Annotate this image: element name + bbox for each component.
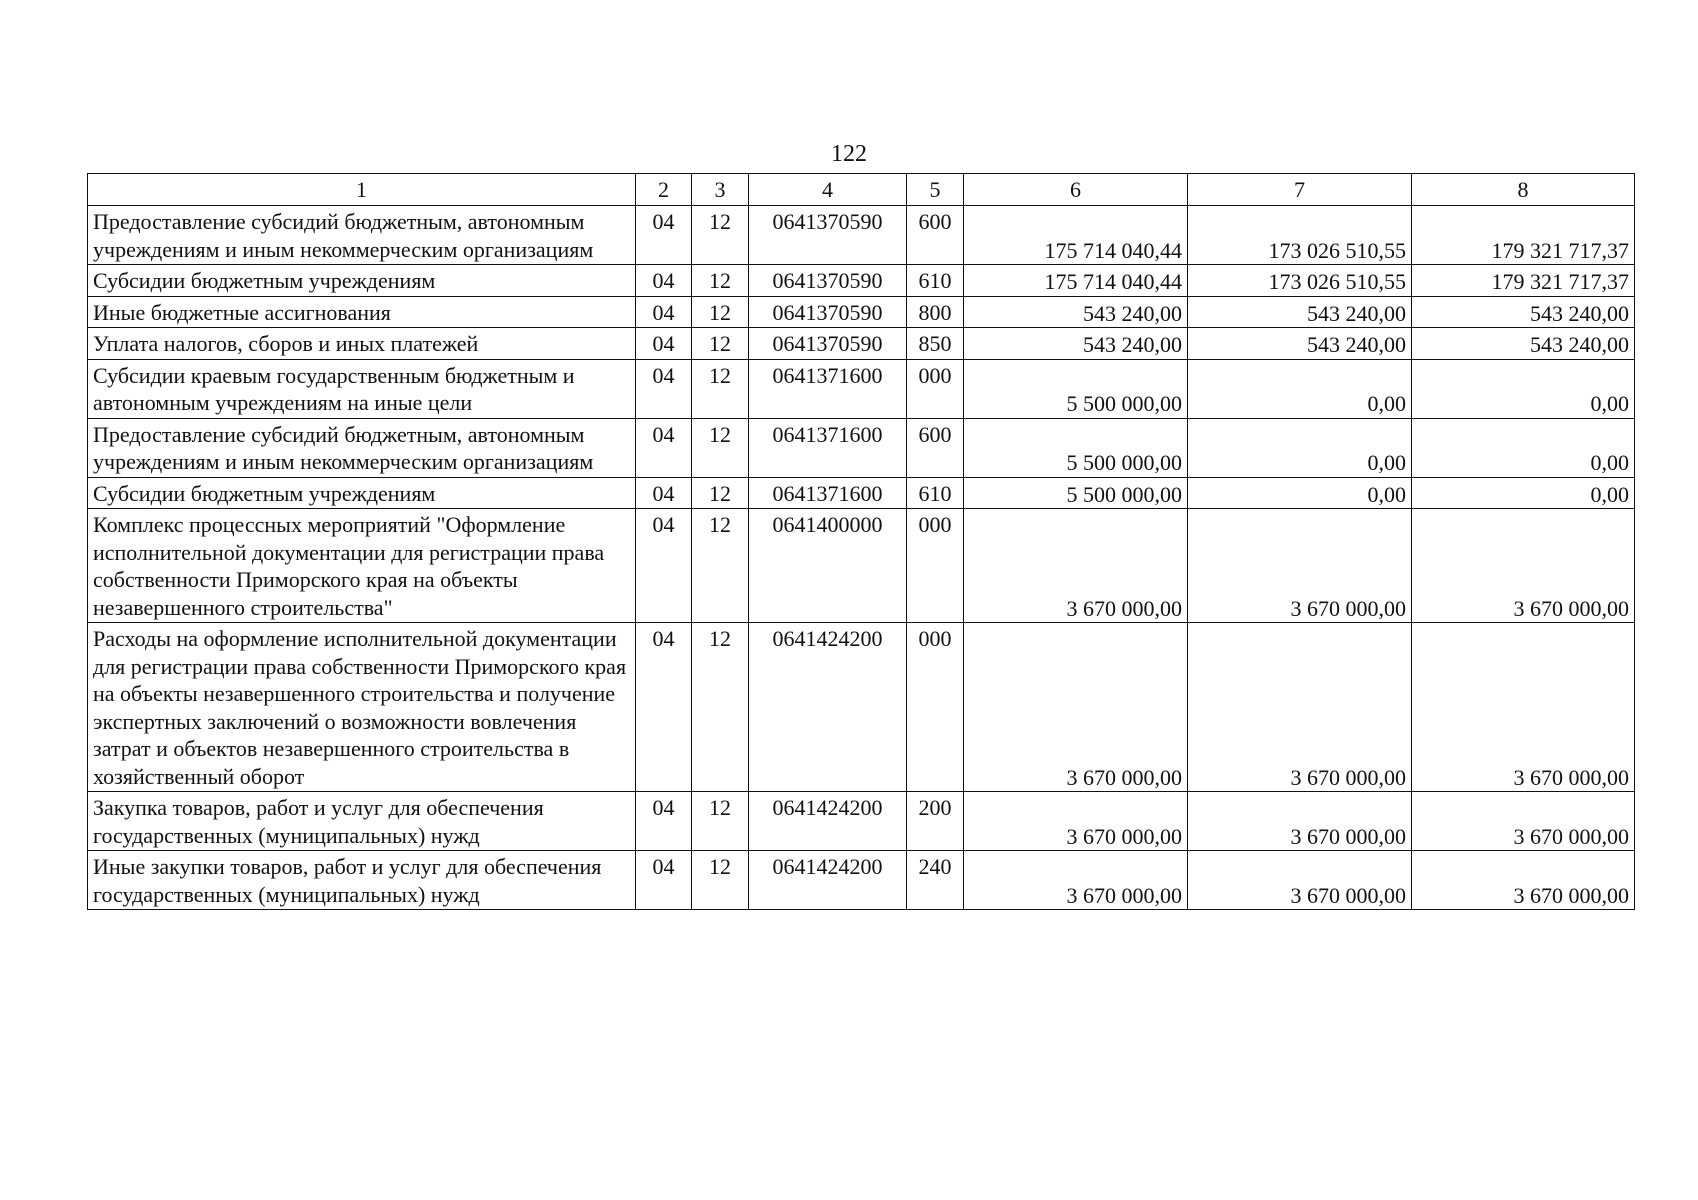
amount-col7-cell: 3 670 000,00 bbox=[1188, 851, 1412, 910]
target-article-cell: 0641370590 bbox=[749, 206, 907, 265]
expense-type-cell: 000 bbox=[907, 509, 964, 623]
section-code-cell: 04 bbox=[636, 851, 692, 910]
expense-name-cell: Предоставление субсидий бюджетным, автономным учреждениям и иным некоммерческим организациям bbox=[88, 418, 636, 477]
expense-name-cell: Закупка товаров, работ и услуг для обеспечения государственных (муниципальных) нужд bbox=[88, 792, 636, 851]
expense-name-cell: Уплата налогов, сборов и иных платежей bbox=[88, 328, 636, 360]
subsection-code-cell: 12 bbox=[692, 328, 749, 360]
amount-col7-cell: 3 670 000,00 bbox=[1188, 792, 1412, 851]
amount-col8-cell: 3 670 000,00 bbox=[1412, 623, 1635, 792]
amount-col8-cell: 0,00 bbox=[1412, 359, 1635, 418]
expense-name-cell: Расходы на оформление исполнительной документации для регистрации права собственности Приморского края на объекты незавершенного строительства и получение экспертных заключений о возможности вовлечения затрат и объектов незавершенного строительства в хозяйственный оборот bbox=[88, 623, 636, 792]
amount-col7-cell: 543 240,00 bbox=[1188, 296, 1412, 328]
amount-col7-cell: 0,00 bbox=[1188, 359, 1412, 418]
expense-type-cell: 610 bbox=[907, 477, 964, 509]
amount-col6-cell: 543 240,00 bbox=[964, 328, 1188, 360]
expense-name-cell: Иные бюджетные ассигнования bbox=[88, 296, 636, 328]
table-row bbox=[88, 359, 1635, 418]
expense-type-cell: 850 bbox=[907, 328, 964, 360]
amount-col6-cell: 3 670 000,00 bbox=[964, 792, 1188, 851]
table-row bbox=[88, 792, 1635, 851]
amount-col6-cell: 175 714 040,44 bbox=[964, 265, 1188, 297]
expense-type-cell: 000 bbox=[907, 623, 964, 792]
expense-type-cell: 600 bbox=[907, 418, 964, 477]
amount-col8-cell: 0,00 bbox=[1412, 477, 1635, 509]
section-code-cell: 04 bbox=[636, 296, 692, 328]
amount-col8-cell: 543 240,00 bbox=[1412, 296, 1635, 328]
target-article-cell: 0641371600 bbox=[749, 477, 907, 509]
column-header: 7 bbox=[1188, 174, 1412, 206]
subsection-code-cell: 12 bbox=[692, 206, 749, 265]
column-header: 6 bbox=[964, 174, 1188, 206]
amount-col6-cell: 3 670 000,00 bbox=[964, 509, 1188, 623]
table-row bbox=[88, 851, 1635, 910]
amount-col6-cell: 175 714 040,44 bbox=[964, 206, 1188, 265]
subsection-code-cell: 12 bbox=[692, 851, 749, 910]
table-row bbox=[88, 418, 1635, 477]
subsection-code-cell: 12 bbox=[692, 792, 749, 851]
expense-name-cell: Субсидии бюджетным учреждениям bbox=[88, 477, 636, 509]
expense-type-cell: 800 bbox=[907, 296, 964, 328]
subsection-code-cell: 12 bbox=[692, 623, 749, 792]
table-row bbox=[88, 265, 1635, 297]
target-article-cell: 0641370590 bbox=[749, 296, 907, 328]
expense-name-cell: Комплекс процессных мероприятий "Оформление исполнительной документации для регистрации права собственности Приморского края на объекты незавершенного строительства" bbox=[88, 509, 636, 623]
amount-col8-cell: 543 240,00 bbox=[1412, 328, 1635, 360]
section-code-cell: 04 bbox=[636, 206, 692, 265]
subsection-code-cell: 12 bbox=[692, 418, 749, 477]
table-row bbox=[88, 477, 1635, 509]
table-row bbox=[88, 623, 1635, 792]
amount-col7-cell: 173 026 510,55 bbox=[1188, 206, 1412, 265]
section-code-cell: 04 bbox=[636, 359, 692, 418]
budget-table bbox=[87, 173, 1635, 910]
amount-col8-cell: 179 321 717,37 bbox=[1412, 206, 1635, 265]
target-article-cell: 0641370590 bbox=[749, 328, 907, 360]
table-row bbox=[88, 509, 1635, 623]
section-code-cell: 04 bbox=[636, 509, 692, 623]
amount-col6-cell: 3 670 000,00 bbox=[964, 623, 1188, 792]
amount-col7-cell: 543 240,00 bbox=[1188, 328, 1412, 360]
column-header: 3 bbox=[692, 174, 749, 206]
column-header: 8 bbox=[1412, 174, 1635, 206]
target-article-cell: 0641371600 bbox=[749, 359, 907, 418]
amount-col6-cell: 5 500 000,00 bbox=[964, 418, 1188, 477]
amount-col7-cell: 173 026 510,55 bbox=[1188, 265, 1412, 297]
target-article-cell: 0641371600 bbox=[749, 418, 907, 477]
section-code-cell: 04 bbox=[636, 328, 692, 360]
section-code-cell: 04 bbox=[636, 477, 692, 509]
table-row bbox=[88, 206, 1635, 265]
amount-col7-cell: 3 670 000,00 bbox=[1188, 509, 1412, 623]
amount-col6-cell: 543 240,00 bbox=[964, 296, 1188, 328]
amount-col8-cell: 3 670 000,00 bbox=[1412, 792, 1635, 851]
amount-col6-cell: 3 670 000,00 bbox=[964, 851, 1188, 910]
subsection-code-cell: 12 bbox=[692, 477, 749, 509]
subsection-code-cell: 12 bbox=[692, 296, 749, 328]
column-header: 1 bbox=[88, 174, 636, 206]
expense-name-cell: Предоставление субсидий бюджетным, автономным учреждениям и иным некоммерческим организациям bbox=[88, 206, 636, 265]
subsection-code-cell: 12 bbox=[692, 359, 749, 418]
section-code-cell: 04 bbox=[636, 418, 692, 477]
expense-type-cell: 600 bbox=[907, 206, 964, 265]
expense-name-cell: Субсидии бюджетным учреждениям bbox=[88, 265, 636, 297]
section-code-cell: 04 bbox=[636, 265, 692, 297]
expense-type-cell: 240 bbox=[907, 851, 964, 910]
section-code-cell: 04 bbox=[636, 623, 692, 792]
amount-col6-cell: 5 500 000,00 bbox=[964, 477, 1188, 509]
amount-col8-cell: 179 321 717,37 bbox=[1412, 265, 1635, 297]
target-article-cell: 0641424200 bbox=[749, 851, 907, 910]
target-article-cell: 0641370590 bbox=[749, 265, 907, 297]
amount-col8-cell: 3 670 000,00 bbox=[1412, 851, 1635, 910]
expense-type-cell: 200 bbox=[907, 792, 964, 851]
subsection-code-cell: 12 bbox=[692, 265, 749, 297]
table-row bbox=[88, 296, 1635, 328]
subsection-code-cell: 12 bbox=[692, 509, 749, 623]
column-header: 4 bbox=[749, 174, 907, 206]
amount-col7-cell: 0,00 bbox=[1188, 418, 1412, 477]
table-body bbox=[88, 174, 1635, 910]
amount-col8-cell: 0,00 bbox=[1412, 418, 1635, 477]
target-article-cell: 0641424200 bbox=[749, 623, 907, 792]
page-number: 122 bbox=[831, 141, 867, 167]
expense-type-cell: 610 bbox=[907, 265, 964, 297]
target-article-cell: 0641424200 bbox=[749, 792, 907, 851]
amount-col7-cell: 3 670 000,00 bbox=[1188, 623, 1412, 792]
table-header-row bbox=[88, 174, 1635, 206]
amount-col7-cell: 0,00 bbox=[1188, 477, 1412, 509]
column-header: 2 bbox=[636, 174, 692, 206]
expense-name-cell: Субсидии краевым государственным бюджетным и автономным учреждениям на иные цели bbox=[88, 359, 636, 418]
amount-col6-cell: 5 500 000,00 bbox=[964, 359, 1188, 418]
table-row bbox=[88, 328, 1635, 360]
amount-col8-cell: 3 670 000,00 bbox=[1412, 509, 1635, 623]
section-code-cell: 04 bbox=[636, 792, 692, 851]
target-article-cell: 0641400000 bbox=[749, 509, 907, 623]
column-header: 5 bbox=[907, 174, 964, 206]
expense-name-cell: Иные закупки товаров, работ и услуг для обеспечения государственных (муниципальных) нужд bbox=[88, 851, 636, 910]
expense-type-cell: 000 bbox=[907, 359, 964, 418]
